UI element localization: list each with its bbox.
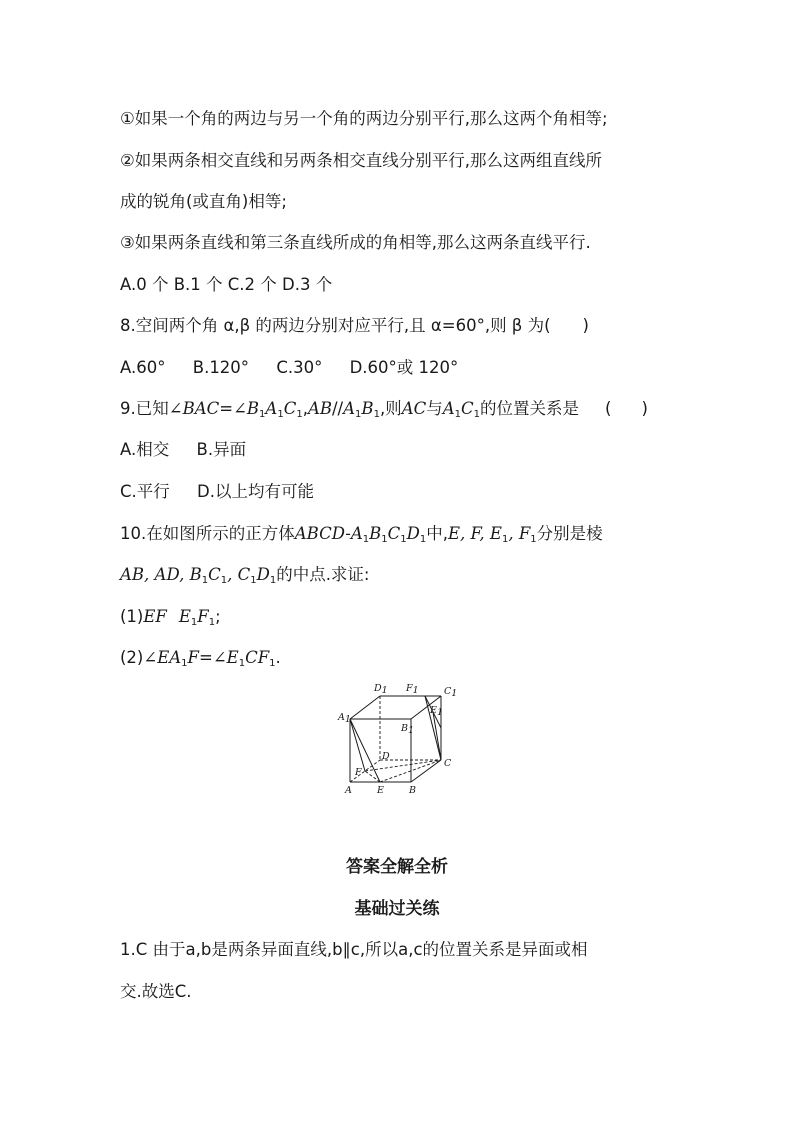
answer-1-line-1: 1.C 由于a,b是两条异面直线,b∥c,所以a,c的位置关系是异面或相 bbox=[120, 940, 588, 959]
q10-sub: 1 bbox=[269, 658, 276, 669]
q9-sub: 1 bbox=[296, 409, 303, 420]
q9-then: ,则 bbox=[379, 399, 402, 418]
q10-points-f: , F bbox=[508, 524, 531, 543]
q9-and: 与 bbox=[426, 399, 443, 418]
q9-option-a: A.相交 bbox=[120, 440, 170, 459]
q9-a1c1-a: A bbox=[442, 399, 455, 418]
q10-line-1 bbox=[120, 523, 603, 545]
answers-heading: 答案全解全析 bbox=[346, 857, 448, 877]
q9-paren: ( bbox=[605, 399, 612, 418]
q9-angle-bac: ∠BAC bbox=[168, 399, 220, 418]
q10-cube-b: B bbox=[369, 524, 382, 543]
q9-options-row-2 bbox=[120, 481, 314, 503]
statement-3: ③如果两条直线和第三条直线所成的角相等,那么这两条直线平行. bbox=[120, 233, 591, 252]
q10-sub: 1 bbox=[181, 658, 188, 669]
label-b1: B1 bbox=[401, 723, 415, 736]
q10-sub: 1 bbox=[400, 534, 407, 545]
q9-ac: AC bbox=[401, 399, 427, 418]
q10-p1-ef: EF bbox=[143, 607, 167, 626]
q9-option-b: B.异面 bbox=[196, 440, 247, 459]
q9-angle-b1: ∠B bbox=[233, 399, 260, 418]
q10-edges: AB, AD, B bbox=[120, 565, 202, 584]
label-c1: C1 bbox=[444, 686, 458, 699]
answers-subheading: 基础过关练 bbox=[354, 899, 440, 919]
q10-p1-f1: F bbox=[197, 607, 209, 626]
q10-sub: 1 bbox=[419, 534, 427, 545]
q10-sub: 1 bbox=[269, 575, 277, 586]
label-d: D bbox=[382, 751, 390, 762]
q9-eq: = bbox=[219, 399, 234, 418]
q9-sub: 1 bbox=[355, 409, 362, 420]
q10-edge-c1: C bbox=[208, 565, 221, 584]
q9-options-row-1 bbox=[120, 439, 246, 461]
q10-edge-c: , C bbox=[227, 565, 251, 584]
q10-part-2 bbox=[120, 647, 281, 669]
q9-a1: A bbox=[343, 399, 356, 418]
q10-line2-tail: 的中点.求证: bbox=[276, 565, 370, 584]
q9-sub: 1 bbox=[473, 409, 481, 420]
q10-sub: 1 bbox=[201, 575, 209, 586]
label-a: A bbox=[345, 785, 352, 796]
q10-cube-c: C bbox=[387, 524, 401, 543]
q10-prefix: 10.在如图所示的正方体 bbox=[120, 524, 295, 543]
q9-tail: 的位置关系是 bbox=[480, 399, 580, 418]
q9-option-d: D.以上均有可能 bbox=[197, 482, 314, 501]
q7-options: A.0 个 B.1 个 C.2 个 D.3 个 bbox=[120, 275, 333, 294]
q10-p1-label: (1) bbox=[120, 607, 144, 626]
q9-comma: , bbox=[302, 399, 308, 418]
q10-sub: 1 bbox=[220, 575, 228, 586]
q8-option-b: B.120° bbox=[192, 358, 250, 377]
q9-sub: 1 bbox=[259, 409, 266, 420]
cube-figure bbox=[333, 680, 463, 805]
q10-p1-e1: E bbox=[178, 607, 191, 626]
q9-sub: 1 bbox=[277, 409, 284, 420]
q8-paren-close: ) bbox=[582, 316, 589, 335]
q10-line-2 bbox=[120, 564, 370, 586]
q10-p2-cf: CF bbox=[245, 648, 270, 667]
q8-option-c: C.30° bbox=[276, 358, 323, 377]
q9-option-c: C.平行 bbox=[120, 482, 170, 501]
q10-sub: 1 bbox=[530, 534, 537, 545]
q9-ab: AB bbox=[307, 399, 332, 418]
q10-sub: 1 bbox=[208, 617, 216, 628]
label-f1: F1 bbox=[406, 683, 419, 696]
statement-2-line-2: 成的锐角(或直角)相等; bbox=[120, 192, 287, 211]
q10-cube-name: ABCD-A bbox=[294, 524, 363, 543]
statement-2-line-1: ②如果两条相交直线和另两条相交直线分别平行,那么这两组直线所 bbox=[120, 151, 603, 170]
q8-option-a: A.60° bbox=[120, 358, 166, 377]
edge-a1-d1 bbox=[350, 696, 380, 719]
q10-cube-d: D bbox=[406, 524, 420, 543]
q10-part-1 bbox=[120, 606, 221, 628]
q9-b1: B bbox=[361, 399, 374, 418]
q10-tail: 分别是棱 bbox=[536, 524, 603, 543]
label-e: E bbox=[377, 785, 384, 796]
label-b: B bbox=[409, 785, 416, 796]
q10-p2-angle: ∠EA bbox=[143, 648, 182, 667]
q10-sub: 1 bbox=[238, 658, 246, 669]
q10-mid: 中, bbox=[426, 524, 448, 543]
q10-sub: 1 bbox=[190, 617, 198, 628]
q10-sub: 1 bbox=[250, 575, 257, 586]
label-f: F bbox=[355, 767, 362, 778]
q8-stem-text: 8.空间两个角 α,β 的两边分别对应平行,且 α=60°,则 β 为( bbox=[120, 316, 551, 335]
q10-p2-label: (2) bbox=[120, 648, 144, 667]
q10-sub: 1 bbox=[362, 534, 370, 545]
q10-p2-end: . bbox=[275, 648, 281, 667]
label-c: C bbox=[444, 758, 452, 769]
q10-sub: 1 bbox=[381, 534, 388, 545]
q9-angle-c1: C bbox=[283, 399, 297, 418]
q9-sub: 1 bbox=[373, 409, 380, 420]
label-a1: A1 bbox=[338, 712, 351, 725]
q9-sub: 1 bbox=[454, 409, 462, 420]
q8-options bbox=[120, 357, 458, 379]
q10-p2-f: F=∠E bbox=[187, 648, 239, 667]
q9-c1: C bbox=[461, 399, 474, 418]
label-e1: E1 bbox=[430, 705, 443, 718]
q9-prefix: 9.已知 bbox=[120, 399, 169, 418]
answer-1-line-2: 交.故选C. bbox=[120, 982, 192, 1001]
q10-sub: 1 bbox=[501, 534, 509, 545]
q10-p1-end: ; bbox=[215, 607, 221, 626]
hidden-segment-f-c bbox=[365, 760, 441, 771]
statement-1: ①如果一个角的两边与另一个角的两边分别平行,那么这两个角相等; bbox=[120, 109, 608, 128]
q8-stem bbox=[120, 315, 589, 337]
q8-option-d: D.60°或 120° bbox=[349, 358, 459, 377]
q10-edge-d1: D bbox=[256, 565, 270, 584]
q10-points: E, F, E bbox=[448, 524, 502, 543]
q9-stem: 9.已知$\angle BAC=\angle B_1A_1C_1,AB//A_1B_1$,则AC与$A_1C_1$的位置关系是 ( ) bbox=[120, 399, 648, 420]
label-d1: D1 bbox=[374, 683, 388, 696]
q9-paren-close: ) bbox=[641, 399, 648, 418]
q9-parallel: // bbox=[332, 399, 344, 418]
